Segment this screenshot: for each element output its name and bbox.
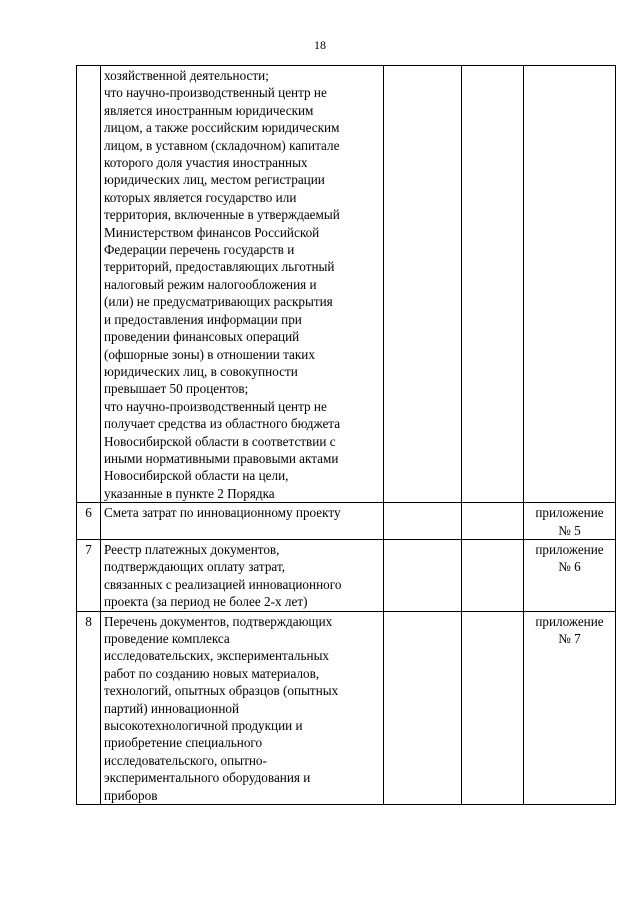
row-description-cell	[101, 66, 384, 503]
text-line: работ по созданию новых материалов,	[104, 665, 320, 681]
text-line: экспериментального оборудования и	[104, 770, 311, 786]
text-line: приборов	[104, 787, 158, 803]
table-row	[77, 503, 616, 540]
text-line: приобретение специального	[104, 735, 263, 751]
text-line: Новосибирской области в соответствии с	[104, 433, 336, 449]
text-line: лицом, а также российским юридическим	[104, 120, 340, 136]
appendix-cell	[524, 66, 616, 503]
table-row	[77, 539, 616, 611]
empty-cell	[384, 66, 462, 503]
text-line: проведение комплекса	[104, 631, 230, 646]
appendix-number: № 5	[558, 522, 581, 538]
text-line: и предоставления информации при	[104, 311, 302, 327]
text-line: (офшорные зоны) в отношении таких	[104, 346, 315, 362]
text-line: юридических лиц, в совокупности	[104, 363, 298, 379]
text-line: (или) не предусматривающих раскрытия	[104, 294, 333, 310]
empty-cell	[384, 539, 462, 611]
text-line: юридических лиц, местом регистрации	[104, 172, 325, 188]
empty-cell	[462, 611, 524, 804]
row-number-cell: 7	[77, 539, 101, 611]
appendix-number: № 7	[558, 631, 581, 646]
text-line: получает средства из областного бюджета	[104, 416, 341, 432]
text-line: является иностранным юридическим	[104, 102, 314, 118]
text-line: лицом, в уставном (складочном) капитале	[104, 137, 340, 153]
appendix-cell	[524, 611, 616, 804]
text-line: Реестр платежных документов,	[104, 541, 280, 557]
text-line: указанные в пункте 2 Порядка	[104, 485, 275, 501]
text-line: иными нормативными правовыми актами	[104, 450, 339, 466]
empty-cell	[384, 611, 462, 804]
empty-cell	[462, 66, 524, 503]
empty-cell	[462, 539, 524, 611]
row-number-cell: 6	[77, 503, 101, 540]
text-line: которого доля участия иностранных	[104, 155, 308, 171]
table-row	[77, 611, 616, 804]
text-line: которых является государство или	[104, 189, 297, 205]
text-line: исследовательского, опытно-	[104, 752, 267, 768]
text-line: Перечень документов, подтверждающих	[104, 613, 333, 629]
appendix-label: приложение	[535, 541, 604, 557]
text-line: высокотехнологичной продукции и	[104, 718, 303, 734]
text-line: проекта (за период не более 2-х лет)	[104, 594, 308, 610]
text-line: хозяйственной деятельности;	[104, 68, 269, 83]
text-line: налоговый режим налогообложения и	[104, 276, 317, 292]
row-description-cell	[101, 503, 384, 540]
document-table	[76, 65, 616, 805]
text-line: Новосибирской области на цели,	[104, 468, 289, 484]
appendix-number: № 6	[558, 559, 581, 575]
text-line: территория, включенные в утверждаемый	[104, 207, 340, 223]
text-line: Федерации перечень государств и	[104, 242, 295, 258]
row-number-cell: 8	[77, 611, 101, 804]
text-line: превышает 50 процентов;	[104, 381, 249, 397]
row-description-cell	[101, 539, 384, 611]
text-line: партий) инновационной	[104, 700, 240, 716]
text-line: исследовательских, экспериментальных	[104, 648, 330, 664]
page-number: 18	[314, 38, 326, 52]
text-line: что научно-производственный центр не	[104, 398, 327, 414]
text-line: территорий, предоставляющих льготный	[104, 259, 335, 275]
text-line: связанных с реализацией инновационного	[104, 576, 342, 592]
row-description-cell	[101, 611, 384, 804]
text-line: технологий, опытных образцов (опытных	[104, 683, 339, 699]
table-row	[77, 66, 616, 503]
text-line: подтверждающих оплату затрат,	[104, 559, 286, 575]
text-line: Смета затрат по инновационному проекту	[104, 505, 341, 521]
text-line: что научно-производственный центр не	[104, 85, 327, 101]
appendix-label: приложение	[535, 505, 604, 521]
appendix-cell	[524, 503, 616, 540]
appendix-label: приложение	[535, 613, 604, 629]
row-number-cell	[77, 66, 101, 503]
text-line: проведении финансовых операций	[104, 329, 300, 345]
empty-cell	[462, 503, 524, 540]
empty-cell	[384, 503, 462, 540]
text-line: Министерством финансов Российской	[104, 224, 320, 240]
appendix-cell	[524, 539, 616, 611]
